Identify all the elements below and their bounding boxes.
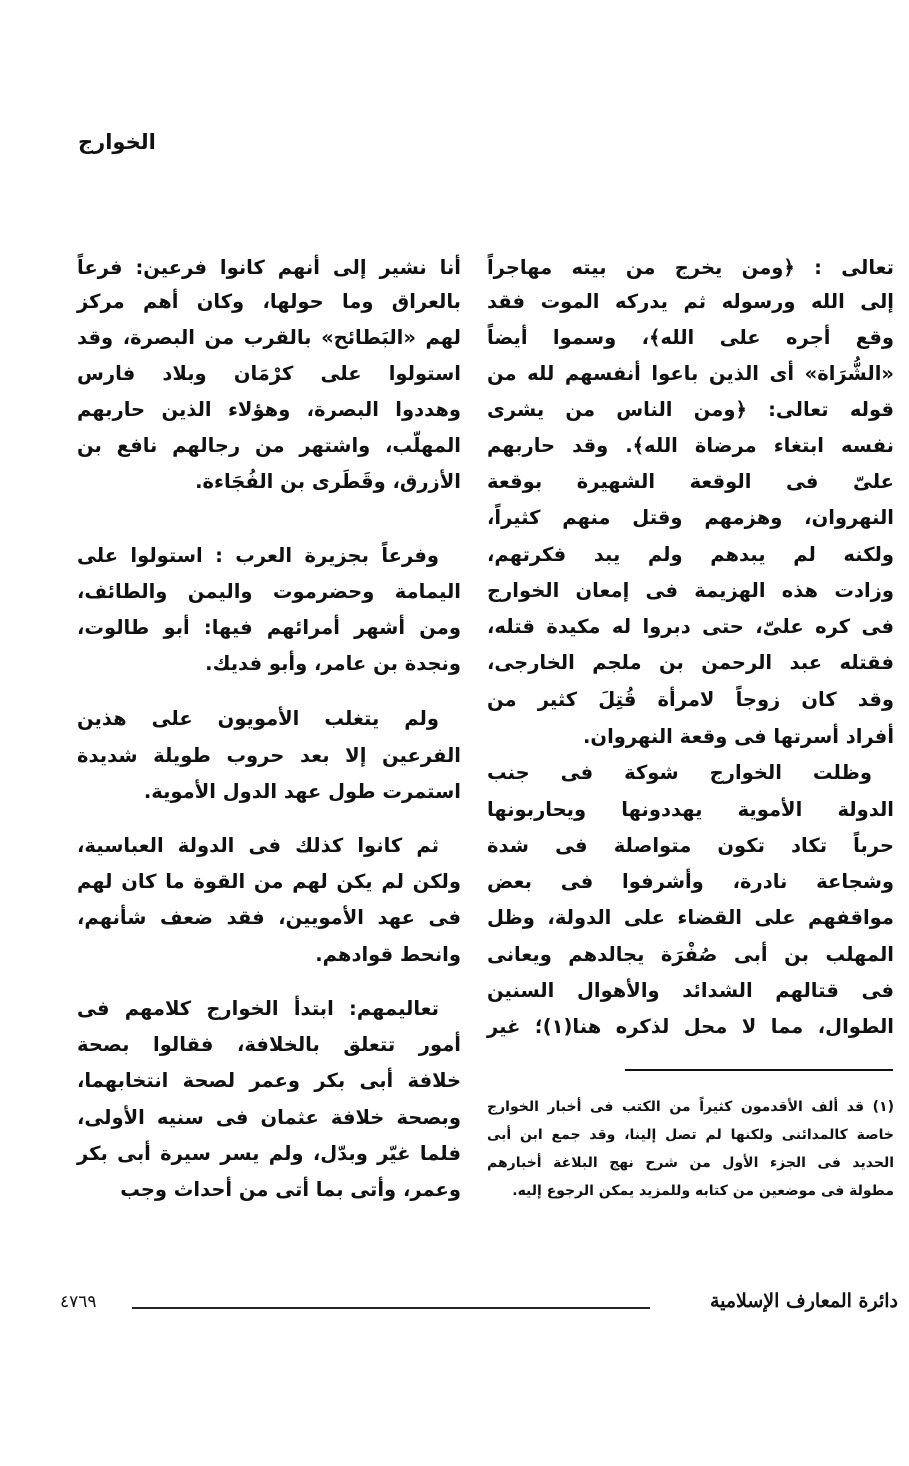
text-line: المهلب بن أبى صُفْرَة يجالدهم ويعانى [487,943,894,966]
text-line: «الشُّرَاة» أى الذين باعوا أنفسهم لله من [487,362,894,385]
text-line: وقع أجره على الله﴾، وسموا أيضاً [487,326,894,349]
footer-rule [132,1307,650,1309]
text-line: ونجدة بن عامر، وأبو فديك. [205,652,461,675]
footnote-line: (١) قد ألف الأقدمون كثيراً من الكتب فى أخبار الخوارج [487,1099,894,1115]
text-line: ولكنه لم يبدهم ولم يبد فكرتهم، [487,543,894,566]
text-line: استمرت طول عهد الدول الأموية. [143,780,461,803]
text-line: لهم «البَطائح» بالقرب من البصرة، وقد [77,326,461,349]
text-line: وهددوا البصرة، وهؤلاء الذين حاربهم [77,398,461,421]
text-line: النهروان، وهزمهم وقتل منهم كثيراً، [487,506,894,529]
text-line: فقتله عبد الرحمن بن ملجم الخارجى، [487,651,894,674]
text-line: وعمر، وأتى بما أتى من أحداث وجب [120,1178,461,1201]
text-line: حرباً تكاد تكون متواصلة فى شدة [487,834,894,857]
text-line: الأزرق، وقَطَرى بن الفُجَاءة. [195,470,461,493]
footnote-line: خاصة كالمدائنى ولكنها لم تصل إلينا، وقد جمع ابن أبى [487,1127,894,1143]
text-line: ولم يتغلب الأمويون على هذين [77,707,439,730]
text-line: ومن أشهر أمرائهم فيها: أبو طالوت، [77,616,461,639]
text-line: وانحط قوادهم. [315,943,461,966]
text-line: بالعراق وما حولها، وكان أهم مركز [77,290,461,313]
footnote-line: مطولة فى موضعين من كتابه وللمزيد يمكن الرجوع إليه. [512,1183,894,1199]
text-line: وفرعاً بجزيرة العرب : استولوا على [77,544,439,567]
text-line: تعالى : ﴿ومن يخرج من بيته مهاجراً [487,256,894,279]
page-footer [60,1290,898,1320]
text-line: الفرعين إلا بعد حروب طويلة شديدة [77,744,461,767]
text-line: استولوا على كرْمَان وبلاد فارس [77,362,461,385]
footnote-divider [625,1069,893,1071]
text-line: فى كره علىّ، حتى دبروا له مكيدة قتله، [487,615,894,638]
text-line: ولكن لم يكن لهم من القوة ما كان لهم [77,870,461,893]
text-line: تعاليمهم: ابتدأ الخوارج كلامهم فى [77,997,439,1020]
text-line: أمور تتعلق بالخلافة، فقالوا بصحة [77,1033,461,1056]
page-number: ٤٧٦٩ [60,1292,97,1312]
text-line: ثم كانوا كذلك فى الدولة العباسية، [77,834,439,857]
text-line: نفسه ابتغاء مرضاة الله﴾. وقد حاربهم [487,434,894,457]
text-line: الطوال، مما لا محل لذكره هنا(١)؛ غير [487,1015,894,1038]
text-line: أنا نشير إلى أنهم كانوا فرعين: فرعاً [77,256,461,279]
text-line: وبصحة خلافة عثمان فى سنيه الأولى، [77,1106,461,1129]
text-line: وزادت هذه الهزيمة فى إمعان الخوارج [487,579,894,602]
publication-title: دائرة المعارف الإسلامية [709,1290,898,1312]
text-line: فى قتالهم الشدائد والأهوال السنين [487,979,894,1002]
running-header: الخوارج [78,130,156,154]
text-line: الدولة الأموية يهددونها ويحاربونها [487,798,894,821]
text-line: اليمامة وحضرموت واليمن والطائف، [77,580,461,603]
text-line: وقد كان زوجاً لامرأة قُتِلَ كثير من [487,688,894,711]
text-line: فى عهد الأمويين، فقد ضعف شأنهم، [77,906,461,929]
text-line: وظلت الخوارج شوكة فى جنب [487,761,872,784]
text-line: علىّ فى الوقعة الشهيرة بوقعة [487,470,894,493]
text-line: المهلّب، واشتهر من رجالهم نافع بن [77,434,461,457]
text-line: قوله تعالى: ﴿ومن الناس من يشرى [487,398,894,421]
text-line: مواقفهم على القضاء على الدولة، وظل [487,906,894,929]
text-line: إلى الله ورسوله ثم يدركه الموت فقد [487,290,894,313]
text-line: وشجاعة نادرة، وأشرفوا فى بعض [487,870,894,893]
text-line: فلما غيّر وبدّل، ولم يسر سيرة أبى بكر [77,1142,461,1165]
footnote-line: الحديد فى الجزء الأول من شرح نهج البلاغة أخبارهم [487,1155,894,1171]
text-line: خلافة أبى بكر وعمر لصحة انتخابهما، [77,1069,461,1092]
text-line: أفراد أسرتها فى وقعة النهروان. [583,725,894,748]
